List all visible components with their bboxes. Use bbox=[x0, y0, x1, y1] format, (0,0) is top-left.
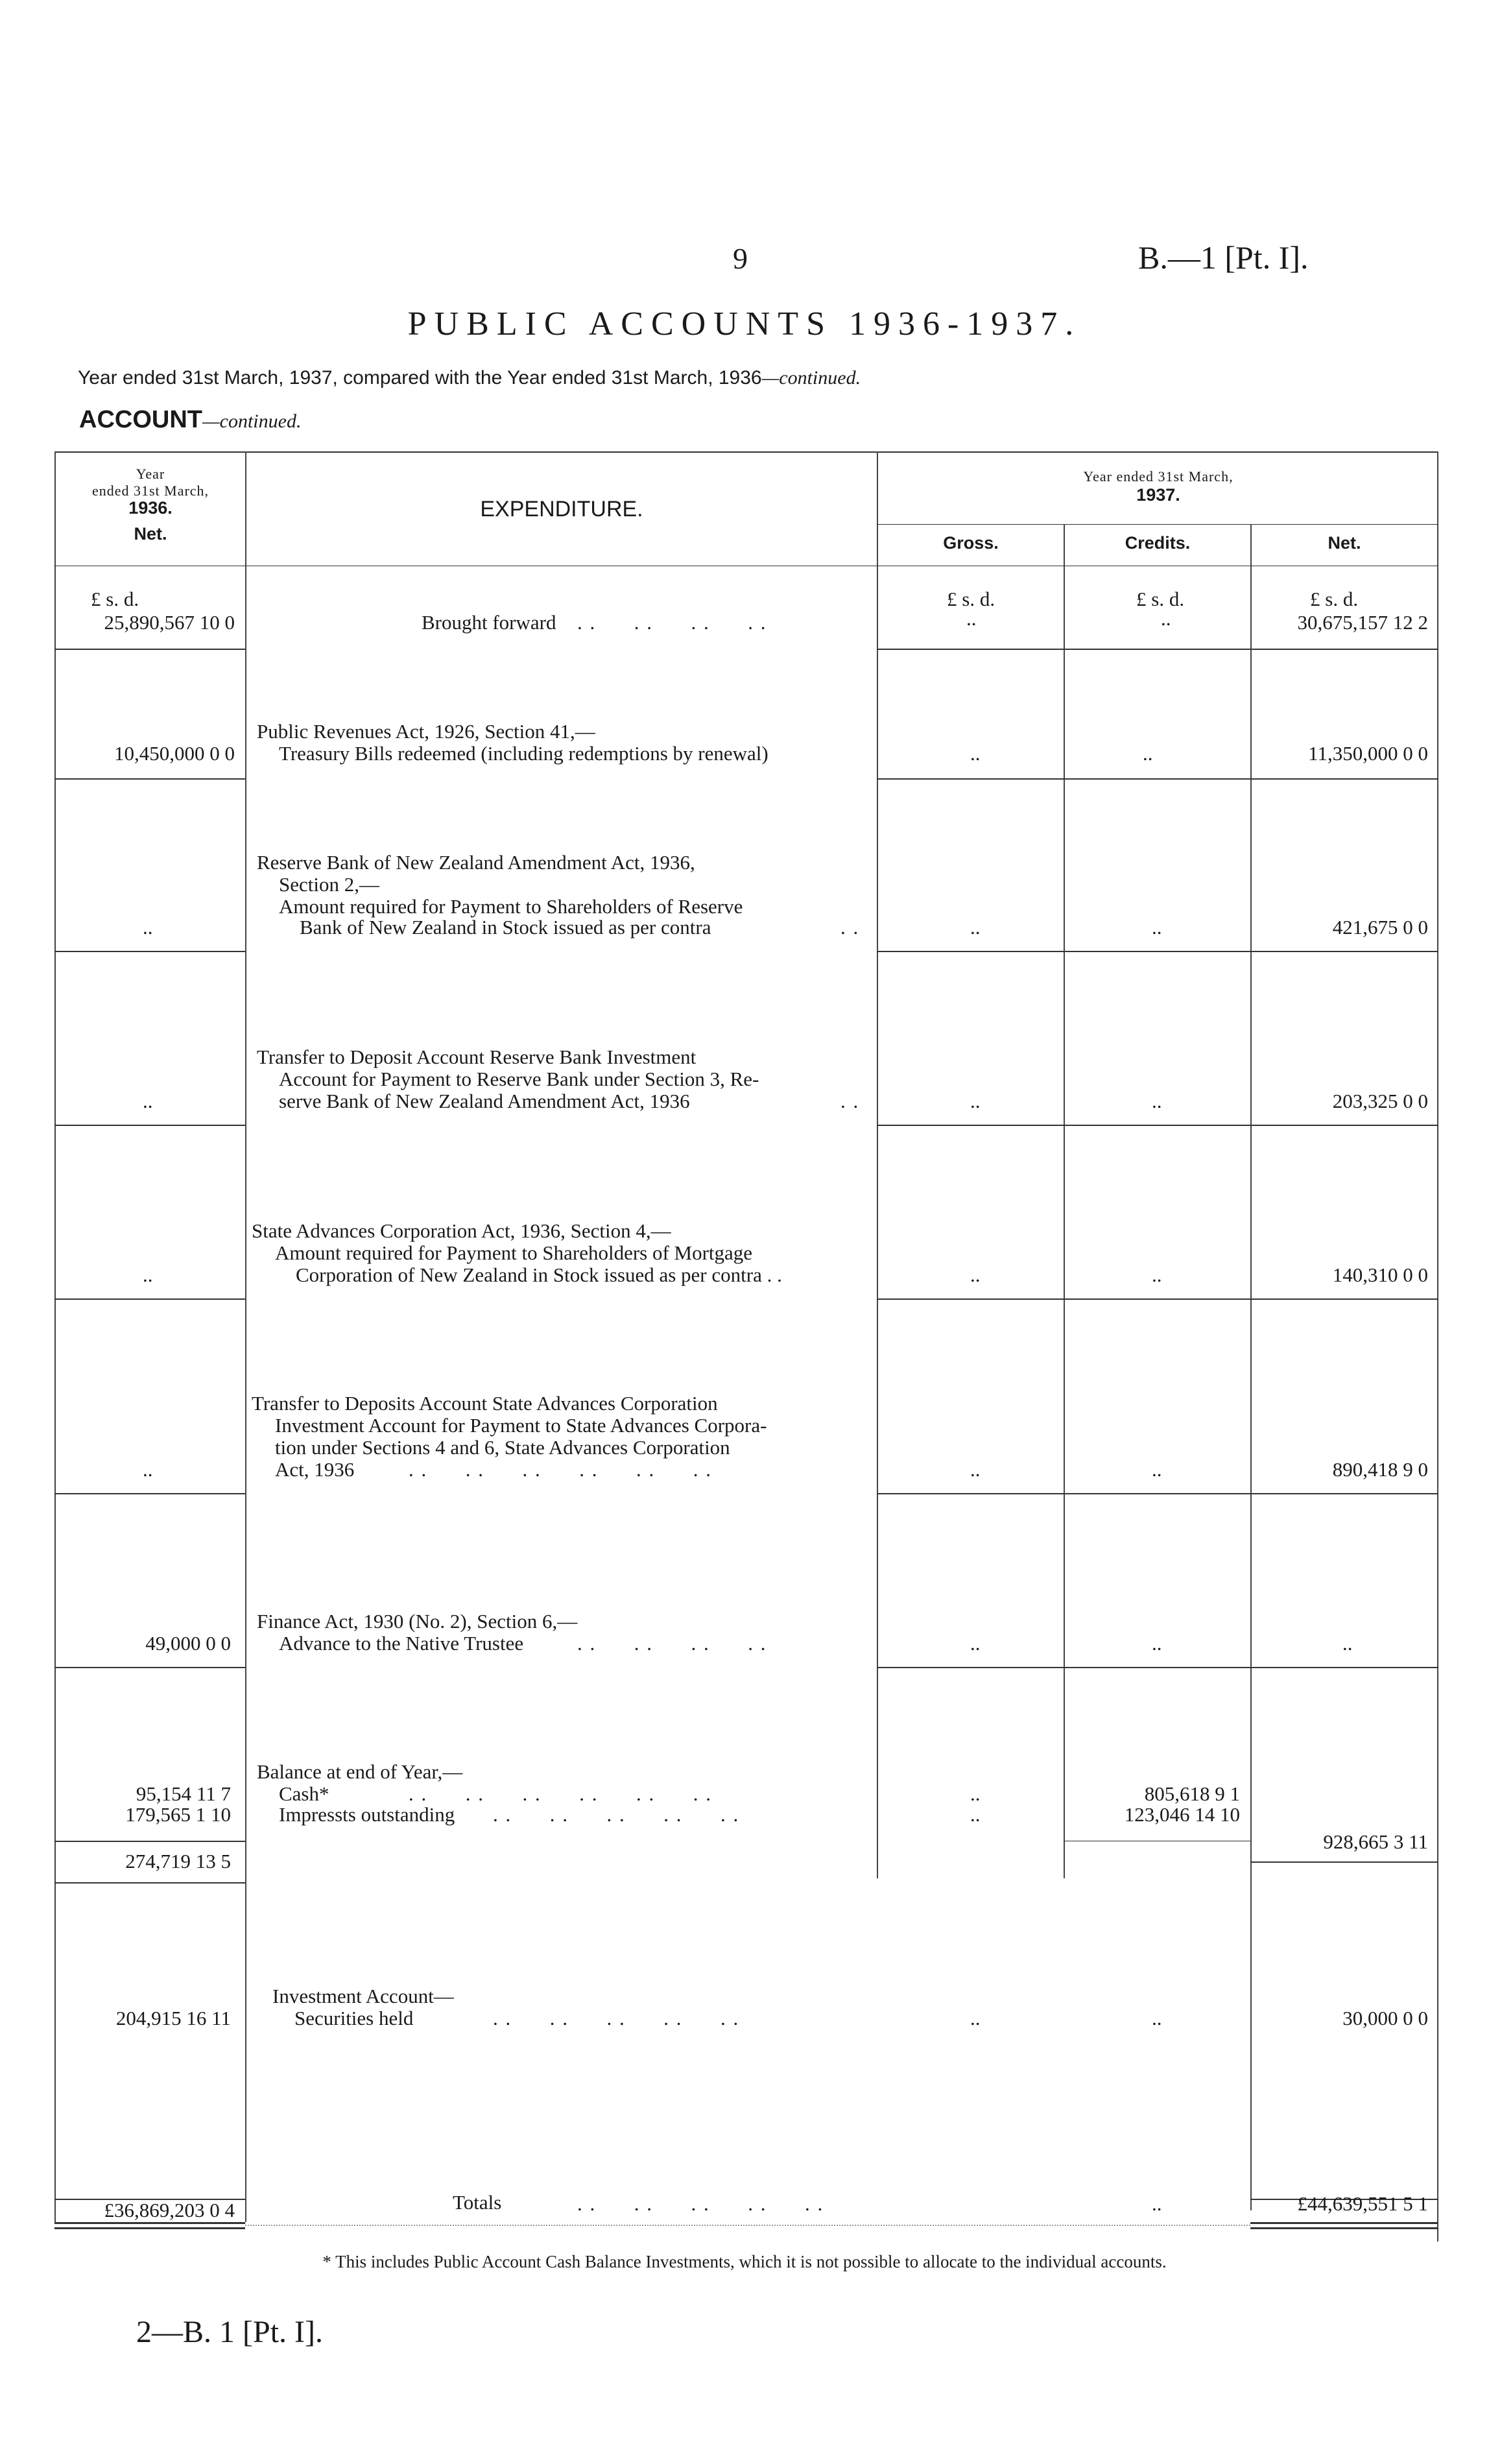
row-rule bbox=[54, 778, 245, 780]
imprests-label: Impressts outstanding bbox=[279, 1803, 455, 1826]
row-detail: Section 2,— bbox=[279, 873, 379, 896]
leader-dots: . . . . . . . . . . bbox=[577, 2192, 824, 2215]
row-rule bbox=[54, 1841, 245, 1842]
credits-amount: .. bbox=[1152, 1263, 1162, 1286]
gross-amount: .. bbox=[970, 742, 981, 765]
row-detail: Advance to the Native Trustee bbox=[279, 1632, 524, 1655]
table-right-border bbox=[1437, 451, 1438, 2242]
credits-total: .. bbox=[1152, 2192, 1162, 2215]
prev-total: £36,869,203 0 4 bbox=[104, 2199, 235, 2221]
net-currency-units: £ s. d. bbox=[1310, 588, 1359, 610]
prev-amount: 204,915 16 11 bbox=[115, 2007, 231, 2029]
credits-amount: .. bbox=[1152, 1090, 1162, 1112]
net-amount: 890,418 9 0 bbox=[1332, 1458, 1428, 1481]
totals-rule bbox=[1250, 2222, 1438, 2224]
account-heading bbox=[79, 406, 301, 434]
leader-dots: . . . . . . . . . . bbox=[493, 1803, 740, 1826]
row-rule bbox=[877, 951, 1438, 952]
prev-year-header-line1: Year bbox=[136, 466, 165, 482]
leader-dots: . . . . . . . . . . . . bbox=[409, 1782, 712, 1805]
row-rule bbox=[877, 1298, 1438, 1300]
account-label: ACCOUNT bbox=[79, 406, 202, 433]
row-rule bbox=[877, 778, 1438, 780]
leader-dots: . . . . . . . . . . bbox=[493, 2007, 740, 2029]
row-rule bbox=[54, 1125, 245, 1126]
gross-amount: .. bbox=[966, 607, 977, 630]
cur-year-header-year: 1937. bbox=[1136, 485, 1180, 505]
gross-amount: .. bbox=[970, 916, 981, 939]
totals-dotted-rule bbox=[245, 2225, 1250, 2226]
row-heading: Public Revenues Act, 1926, Section 41,— bbox=[257, 720, 595, 743]
net-amount: 30,675,157 12 2 bbox=[1297, 611, 1428, 634]
col-divider-prev bbox=[245, 451, 246, 2222]
page-title: PUBLIC ACCOUNTS 1936-1937. bbox=[407, 305, 1082, 342]
row-heading: State Advances Corporation Act, 1936, Section 4,— bbox=[252, 1219, 671, 1242]
credits-amount: .. bbox=[1161, 607, 1171, 630]
leader-dots: . . bbox=[840, 1090, 860, 1112]
row-rule bbox=[877, 649, 1438, 650]
gross-cash: .. bbox=[970, 1782, 981, 1805]
leader-dots: . . bbox=[840, 916, 860, 939]
row-detail: Corporation of New Zealand in Stock issued as per contra . . bbox=[296, 1263, 782, 1286]
credits-amount: .. bbox=[1152, 2007, 1162, 2029]
row-rule bbox=[54, 1493, 245, 1494]
gross-header: Gross. bbox=[943, 533, 999, 553]
net-amount: 928,665 3 11 bbox=[1323, 1830, 1428, 1853]
credits-amount: .. bbox=[1152, 1632, 1162, 1655]
row-rule bbox=[877, 1493, 1438, 1494]
prev-year-header-net: Net. bbox=[134, 524, 167, 544]
row-detail: Account for Payment to Reserve Bank under Section 3, Re- bbox=[279, 1068, 759, 1090]
credits-currency-units: £ s. d. bbox=[1136, 588, 1185, 610]
leader-dots: . . . . . . . . . . . . bbox=[409, 1458, 712, 1481]
row-heading: Balance at end of Year,— bbox=[257, 1760, 463, 1783]
row-rule bbox=[54, 951, 245, 952]
row-label: Brought forward bbox=[422, 611, 556, 634]
prev-year-header-line2: ended 31st March, bbox=[91, 483, 209, 499]
row-rule bbox=[877, 1667, 1438, 1668]
totals-rule bbox=[54, 2222, 245, 2224]
page-reference: B.—1 [Pt. I]. bbox=[1138, 239, 1309, 276]
row-detail: Amount required for Payment to Shareholders of Reserve bbox=[279, 895, 743, 918]
row-detail: tion under Sections 4 and 6, State Advances Corporation bbox=[275, 1436, 730, 1459]
totals-rule bbox=[1250, 2227, 1438, 2229]
net-amount: 421,675 0 0 bbox=[1332, 916, 1428, 939]
credits-imprests-amount: 123,046 14 10 bbox=[1124, 1803, 1240, 1826]
gross-currency-units: £ s. d. bbox=[947, 588, 995, 610]
net-total: £44,639,551 5 1 bbox=[1297, 2192, 1428, 2215]
leader-dots: . . . . . . . . bbox=[577, 611, 767, 634]
header-sub-rule bbox=[877, 524, 1438, 525]
credits-cash-amount: 805,618 9 1 bbox=[1144, 1782, 1240, 1805]
col-divider-credits bbox=[1250, 524, 1252, 2210]
gross-amount: .. bbox=[970, 1263, 981, 1286]
row-detail: Investment Account for Payment to State Advances Corpora- bbox=[275, 1414, 767, 1437]
prev-cash-amount: 95,154 11 7 bbox=[136, 1782, 231, 1805]
row-heading: Transfer to Deposits Account State Advances Corporation bbox=[252, 1392, 718, 1415]
row-rule bbox=[54, 1882, 245, 1884]
net-amount: 11,350,000 0 0 bbox=[1308, 742, 1428, 765]
prev-amount: .. bbox=[143, 1458, 153, 1481]
totals-label: Totals bbox=[453, 2191, 502, 2214]
row-detail: Amount required for Payment to Shareholders of Mortgage bbox=[275, 1241, 753, 1264]
row-rule bbox=[54, 649, 245, 650]
prev-amount: 49,000 0 0 bbox=[145, 1632, 231, 1655]
prev-year-header-year: 1936. bbox=[128, 498, 173, 518]
credits-amount: .. bbox=[1143, 742, 1153, 765]
prev-amount: 25,890,567 10 0 bbox=[104, 611, 235, 634]
table-top-rule bbox=[54, 451, 1438, 453]
subtitle-main: Year ended 31st March, 1937, compared with the Year ended 31st March, 1936 bbox=[78, 367, 762, 389]
net-amount: 203,325 0 0 bbox=[1332, 1090, 1428, 1112]
row-heading: Finance Act, 1930 (No. 2), Section 6,— bbox=[257, 1610, 578, 1633]
gross-amount: .. bbox=[970, 1458, 981, 1481]
page-footer: 2—B. 1 [Pt. I]. bbox=[136, 2315, 323, 2349]
row-rule bbox=[54, 1298, 245, 1300]
credits-amount: .. bbox=[1152, 916, 1162, 939]
credits-amount: .. bbox=[1152, 1458, 1162, 1481]
cur-year-header-line1: Year ended 31st March, bbox=[1083, 468, 1233, 484]
row-detail: Bank of New Zealand in Stock issued as per contra bbox=[300, 916, 711, 939]
row-heading: Investment Account— bbox=[272, 1985, 454, 2007]
prev-amount: .. bbox=[143, 1263, 153, 1286]
net-amount: 140,310 0 0 bbox=[1332, 1263, 1428, 1286]
prev-amount: 10,450,000 0 0 bbox=[114, 742, 235, 765]
prev-amount: .. bbox=[143, 1090, 153, 1112]
col-divider-expenditure bbox=[877, 451, 878, 1878]
page-subtitle bbox=[78, 367, 861, 389]
col-divider-gross bbox=[1064, 524, 1065, 1878]
prev-imprests-amount: 179,565 1 10 bbox=[125, 1803, 231, 1826]
gross-amount: .. bbox=[970, 2007, 981, 2029]
expenditure-header: EXPENDITURE. bbox=[480, 497, 643, 521]
net-amount: .. bbox=[1342, 1632, 1353, 1655]
row-rule bbox=[877, 1125, 1438, 1126]
subtitle-continued: —continued. bbox=[761, 367, 861, 389]
credits-header: Credits. bbox=[1125, 533, 1191, 553]
gross-amount: .. bbox=[970, 1090, 981, 1112]
page-number: 9 bbox=[733, 242, 748, 275]
prev-balance-total: 274,719 13 5 bbox=[125, 1850, 231, 1872]
net-amount: 30,000 0 0 bbox=[1342, 2007, 1428, 2029]
totals-rule bbox=[54, 2227, 245, 2229]
gross-imprests: .. bbox=[970, 1803, 981, 1826]
row-heading: Transfer to Deposit Account Reserve Bank Investment bbox=[257, 1046, 697, 1068]
prev-currency-units: £ s. d. bbox=[91, 588, 139, 610]
prev-amount: .. bbox=[143, 916, 153, 939]
cash-label: Cash* bbox=[279, 1782, 329, 1805]
table-left-border bbox=[54, 451, 56, 2222]
gross-amount: .. bbox=[970, 1632, 981, 1655]
row-detail: Securities held bbox=[294, 2007, 414, 2029]
leader-dots: . . . . . . . . bbox=[577, 1632, 767, 1655]
row-detail: serve Bank of New Zealand Amendment Act, 1936 bbox=[279, 1090, 690, 1112]
net-header: Net. bbox=[1328, 533, 1361, 553]
row-detail: Treasury Bills redeemed (including redemptions by renewal) bbox=[279, 742, 768, 765]
row-heading: Reserve Bank of New Zealand Amendment Act, 1936, bbox=[257, 851, 695, 874]
footnote: * This includes Public Account Cash Balance Investments, which it is not possible to allocate to the individual accounts. bbox=[322, 2252, 1167, 2271]
row-rule bbox=[1250, 1861, 1438, 1863]
row-rule bbox=[54, 1667, 245, 1668]
row-detail: Act, 1936 bbox=[275, 1458, 355, 1481]
account-continued: —continued. bbox=[202, 411, 302, 432]
